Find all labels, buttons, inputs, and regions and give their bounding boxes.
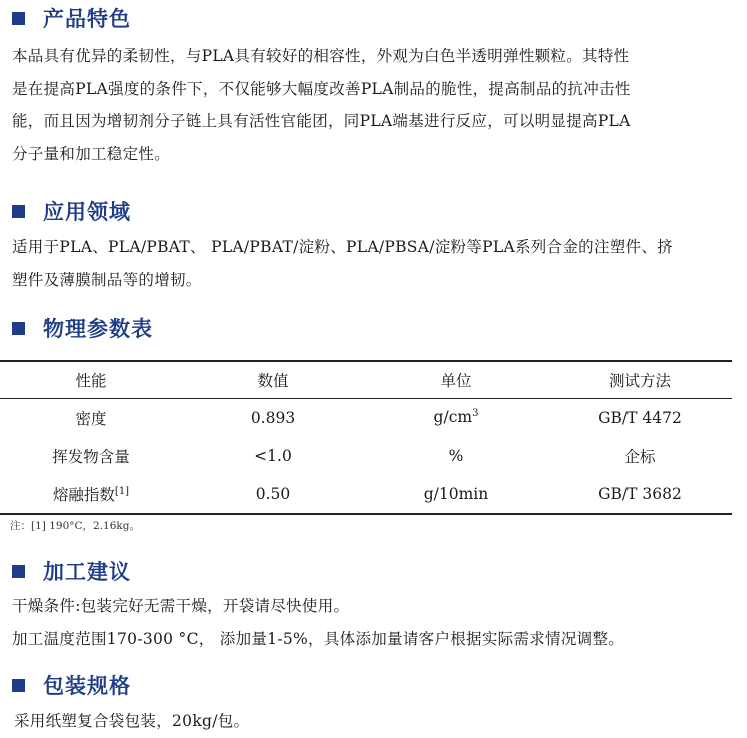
params-title: 物理参数表: [43, 317, 153, 341]
cell-property: 挥发物含量: [52, 447, 130, 466]
processing-title: 加工建议: [43, 560, 131, 584]
packaging-section: [0, 671, 747, 699]
cell-unit: %: [448, 446, 464, 465]
square-bullet-icon: [12, 322, 25, 335]
cell-value: 0.50: [182, 475, 364, 514]
header-unit: 单位: [364, 361, 548, 398]
applications-heading: [0, 197, 747, 225]
applications-title: 应用领域: [43, 200, 131, 224]
cell-method: 企标: [624, 447, 656, 466]
applications-section: [0, 197, 747, 225]
applications-line: 适用于PLA、PLA/PBAT、 PLA/PBAT/淀粉、PLA/PBSA/淀粉等PLA系列合金的注塑件、挤: [12, 238, 673, 256]
features-line: 本品具有优异的柔韧性，与PLA具有较好的相容性，外观为白色半透明弹性颗粒。其特性: [12, 47, 630, 65]
processing-section: [0, 557, 747, 585]
applications-body: [0, 231, 747, 296]
cell-unit: g/10min: [364, 475, 548, 514]
params-heading: [0, 314, 747, 342]
processing-line: 加工温度范围170-300 °C， 添加量1-5%，具体添加量请客户根据实际需求情况调整。: [12, 629, 625, 648]
processing-heading: [0, 557, 747, 585]
cell-unit: $g/cm^3$: [433, 408, 479, 427]
features-line: 分子量和加工稳定性。: [12, 144, 171, 163]
packaging-body: [0, 705, 747, 738]
cell-method: GB/T 3682: [548, 475, 732, 514]
cell-property: 密度: [75, 409, 107, 428]
features-section: [0, 4, 747, 32]
cell-value: 0.893: [250, 408, 296, 427]
processing-line: 干燥条件:包装完好无需干燥，开袋请尽快使用。: [12, 597, 350, 615]
packaging-title: 包装规格: [43, 674, 131, 698]
table-row: [0, 437, 732, 476]
table-header-row: [0, 361, 732, 398]
features-heading: [0, 4, 747, 32]
table-row: [0, 475, 732, 514]
square-bullet-icon: [12, 565, 25, 578]
applications-line: 塑件及薄膜制品等的增韧。: [12, 270, 202, 289]
processing-body: [0, 590, 747, 655]
table-row: [0, 398, 732, 437]
cell-method: GB/T 4472: [598, 408, 682, 427]
header-property: 性能: [0, 361, 182, 398]
square-bullet-icon: [12, 205, 25, 218]
features-body: [0, 40, 747, 170]
table-footnote: 注：[1] 190°C，2.16kg。: [10, 520, 140, 532]
packaging-heading: [0, 671, 747, 699]
features-line: 是在提高PLA强度的条件下，不仅能够大幅度改善PLA制品的脆性，提高制品的抗冲击性: [12, 79, 631, 98]
features-title: 产品特色: [43, 7, 131, 31]
params-section: [0, 314, 747, 342]
cell-property: 熔融指数[1]: [0, 475, 182, 514]
cell-value: <1.0: [254, 446, 292, 465]
packaging-line: 采用纸塑复合袋包装，20kg/包。: [14, 712, 250, 730]
header-value: 数值: [182, 361, 364, 398]
header-method: 测试方法: [548, 361, 732, 398]
features-line: 能，而且因为增韧剂分子链上具有活性官能团，同PLA端基进行反应，可以明显提高PLA: [12, 112, 631, 130]
square-bullet-icon: [12, 679, 25, 692]
square-bullet-icon: [12, 12, 25, 25]
params-table: [0, 360, 732, 515]
